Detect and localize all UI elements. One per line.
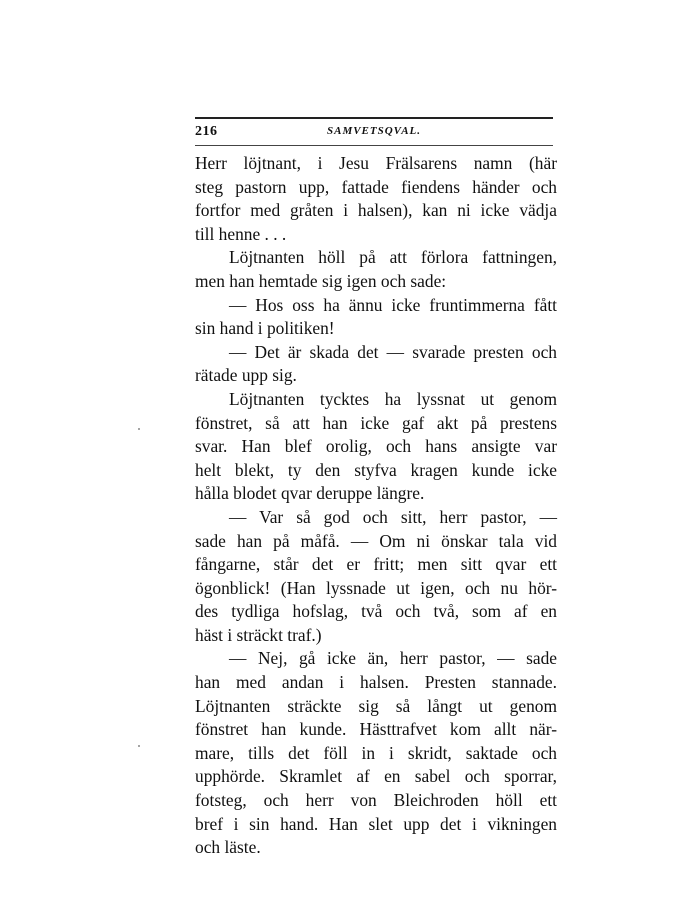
text-line: helt blekt, ty den styfva kragen kunde icke	[195, 459, 557, 480]
text-line: — Nej, gå icke än, herr pastor, — sade	[229, 648, 557, 669]
text-line: steg pastorn upp, fattade fiendens händer och	[195, 176, 557, 197]
text-line: bref i sin hand. Han slet upp det i vikningen	[195, 813, 557, 834]
paper-speck	[138, 428, 140, 430]
text-line: Löjtnanten höll på att förlora fattningen,	[229, 247, 557, 268]
text-line: till henne . . .	[195, 223, 287, 244]
text-line: sade han på måfå. — Om ni önskar tala vid	[195, 530, 557, 551]
running-title: SAMVETSQVAL.	[326, 125, 422, 137]
text-line: rätade upp sig.	[195, 365, 297, 386]
text-line: svar. Han blef orolig, och hans ansigte var	[195, 436, 557, 457]
header-bottom-rule	[195, 145, 553, 146]
text-line: sin hand i politiken!	[195, 318, 335, 339]
text-line: — Hos oss ha ännu icke fruntimmerna fått	[229, 294, 557, 315]
text-line: hålla blodet qvar deruppe längre.	[195, 483, 425, 504]
text-line: han med andan i halsen. Presten stannade.	[195, 672, 557, 693]
text-line: häst i sträckt traf.)	[195, 624, 322, 645]
text-line: Herr löjtnant, i Jesu Frälsarens namn (här	[195, 153, 557, 173]
text-line: fönstret han kunde. Hästtrafvet kom allt när-	[195, 719, 557, 740]
text-line: fortfor med gråten i halsen), kan ni icke vädja	[195, 200, 557, 221]
paper-speck	[138, 745, 140, 747]
text-line: des tydliga hofslag, två och två, som af en	[195, 601, 557, 622]
running-header	[195, 124, 553, 146]
text-line: och läste.	[195, 837, 261, 858]
body-text	[195, 152, 557, 860]
text-line: fångarne, står det er fritt; men sitt qvar ett	[195, 554, 557, 575]
header-top-rule	[195, 117, 553, 119]
text-line: mare, tills det föll in i skridt, saktade och	[195, 742, 557, 763]
text-line: fönstret, så att han icke gaf akt på prestens	[195, 412, 557, 433]
text-line: men han hemtade sig igen och sade:	[195, 270, 447, 291]
text-line: fotsteg, och herr von Bleichroden höll ett	[195, 790, 557, 811]
text-line: ögonblick! (Han lyssnade ut igen, och nu hör-	[195, 577, 557, 598]
text-line: Löjtnanten tycktes ha lyssnat ut genom	[229, 388, 557, 409]
text-line: Löjtnanten sträckte sig så långt ut genom	[195, 695, 557, 716]
page-number: 216	[195, 124, 218, 139]
text-line: upphörde. Skramlet af en sabel och sporrar,	[195, 766, 557, 787]
text-line: — Det är skada det — svarade presten och	[229, 341, 557, 362]
text-line: — Var så god och sitt, herr pastor, —	[229, 506, 557, 527]
